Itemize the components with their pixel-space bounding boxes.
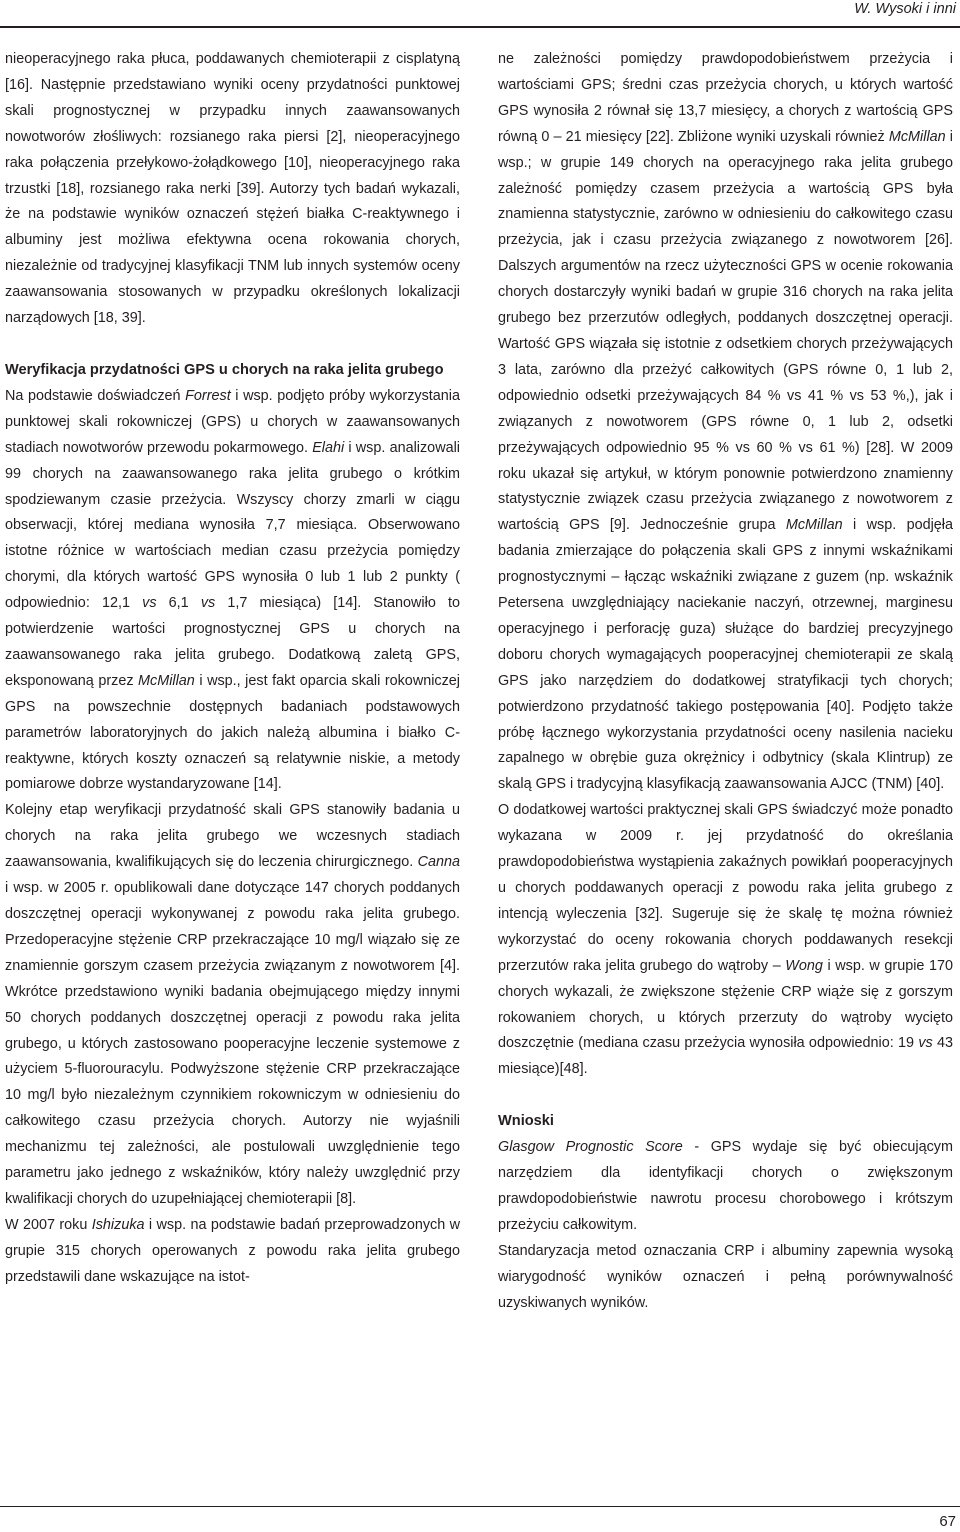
text-run: 43 miesiące)[48].: [498, 1035, 953, 1078]
term-italic: Glasgow Prognostic Score: [498, 1139, 683, 1156]
text-run: Kolejny etap weryfikacji przydatność skali GPS stanowiły badania u chorych na raka jelita grubego we wczesnych stadiach zaawansowania, kwalifikujących się do leczenia chirurgicznego.: [5, 802, 460, 871]
header-rule: [0, 26, 960, 28]
text-run: W 2007 roku: [5, 1216, 92, 1233]
text-run: Na podstawie doświadczeń: [5, 387, 186, 404]
text-run: - GPS wydaje się być obiecującym narzędziem dla identyfikacji chorych o zwiększonym prawdopodobieństwie nawrotu procesu chorobowego i krótszym przeżyciu całkowitym.: [498, 1139, 953, 1233]
text-run: i wsp. podjęto próby wykorzystania punktowej skali rokowniczej (GPS) u chorych w zaawansowanych stadiach nowotworów przewodu pokarmowego.: [5, 387, 460, 456]
text-run: i wsp. w grupie 170 chorych wykazali, że zwiększone stężenie CRP wiąże się z gorszym rokowaniem chorych, u których przerzuty do wątroby wycięto doszczętnie (mediana czasu przeżycia wynosiła odpowiednio: 19: [498, 957, 953, 1052]
paragraph-gps-conclusion: [498, 1135, 953, 1239]
paragraph-standardization: [498, 1239, 953, 1317]
paragraph-forrest: [5, 384, 460, 799]
paragraph-intro: [5, 47, 460, 332]
text-run: i wsp.; w grupie 149 chorych na operacyjnego raka jelita grubego zależność pomiędzy czasem przeżycia a wartością GPS była znamienna statystycznie, zarówno w odniesieniu do całkowitego czasu przeżycia, jak i czasu przeżycia związanego z nowotworem [26]. Dalszych argumentów na rzecz użyteczności GPS w ocenie rokowania chorych dostarczyły wyniki badań w grupie 316 chorych na raka jelita grubego bez przerzutów odległych, poddanych doszczętnej operacji. Wartość GPS wiązała się istotnie z odsetkiem chorych przeżywających 3 lata, zarówno dla przeżyć całkowitych (GPS równe 0, 1 lub 2, odpowiednio odsetki przeżywających 84 % vs 41 % vs 53 %,), jak i związanych z nowotworem (GPS równe 0, 1 lub 2, odsetki przeżywających odpowiednio 95 % vs 60 % vs 61 %) [28]. W 2009 roku ukazał się artykuł, w którym ponownie potwierdzono znamienny statystycznie związek czasu przeżycia związanego z nowotworem z wartością GPS [9]. Jednocześnie grupa: [498, 128, 953, 534]
author-name: Wong: [785, 957, 823, 974]
section-heading-gps-verification: Weryfikacja przydatności GPS u chorych na raka jelita grubego: [5, 361, 444, 378]
spacer: [498, 1083, 953, 1109]
paragraph-canna: [5, 798, 460, 1213]
author-name: McMillan: [785, 517, 843, 534]
text-run: i wsp., jest fakt oparcia skali rokowniczej GPS na powszechnie dostępnych badaniach podstawowych parametrów laboratoryjnych do jakich należą albumina i białko C-reaktywne, których koszty oznaczeń są relatywnie niskie, a metody pomiarowe dobrze wystandaryzowane [14].: [5, 672, 460, 793]
text-run: i wsp. na podstawie badań przeprowadzonych w grupie 315 chorych operowanych z powodu raka jelita grubego przedstawili dane wskazujące na istot-: [5, 1216, 460, 1285]
author-name: Forrest: [185, 387, 231, 404]
paragraph-continuation: [498, 47, 953, 798]
text-run: i wsp. analizowali 99 chorych na zaawansowanego raka jelita grubego o krótkim spodziewanym czasie przeżycia. Wszyscy chorzy zmarli w ciągu obserwacji, której mediana wynosiła 7,7 miesiąca. Obserwowano istotne różnice w wartościach median czasu przeżycia pomiędzy chorymi, dla których wartość GPS wynosiła 0 lub 1 lub 2 punkty ( odpowiednio: 12,1: [5, 439, 460, 612]
author-name: Elahi: [312, 439, 345, 456]
text-run: Standaryzacja metod oznaczania CRP i albuminy zapewnia wysoką wiarygodność wyników oznaczeń i pełną porównywalność uzyskiwanych wyników.: [498, 1242, 953, 1311]
text-run: O dodatkowej wartości praktycznej skali GPS świadczyć może ponadto wykazana w 2009 r. jej przydatność do określania prawdopodobieństwa wystąpienia zakaźnych powikłań pooperacyjnych u chorych poddawanych operacji z powodu raka jelita grubego z intencją wyleczenia [32]. Sugeruje się że skalę tę można również wykorzystać do oceny rokowania chorych poddawanych resekcji przerzutów raka jelita grubego do wątroby –: [498, 802, 953, 974]
left-column: [5, 47, 460, 1291]
vs-italic: vs: [142, 595, 157, 612]
author-name: Canna: [417, 854, 460, 871]
paragraph-text: nieoperacyjnego raka płuca, poddawanych chemioterapii z cisplatyną [16]. Następnie przedstawiano wyniki oceny przydatności punktowej skali prognostycznej w przypadku innych zaawansowanych nowotworów złośliwych: rozsianego raka piersi [2], nieoperacyjnego raka połączenia przełykowo-żołądkowego [10], nieoperacyjnego raka trzustki [18], rozsianego raka nerki [39]. Autorzy tych badań wykazali, że na podstawie wyników oznaczeń stężeń białka C-reaktywnego i albuminy jest możliwa efektywna ocena rokowania chorych, niezależnie od tradycyjnej klasyfikacji TNM lub innych systemów oceny zaawansowania stosowanych w przypadku określonych lokalizacji narządowych [18, 39].: [5, 51, 460, 327]
text-run: 6,1: [156, 595, 201, 612]
text-run: 1,7 miesiąca) [14]. Stanowiło to potwierdzenie wartości prognostycznej GPS u chorych na zaawansowanego raka jelita grubego. Dodatkową zaletą GPS, eksponowaną przez: [5, 595, 460, 689]
footer-rule: [0, 1506, 960, 1507]
text-run: i wsp. w 2005 r. opublikowali dane dotyczące 147 chorych poddanych doszczętnej operacji wykonywanej z powodu raka jelita grubego. Przedoperacyjne stężenie CRP przekraczające 10 mg/l wiązało się ze znamiennie gorszym czasem przeżycia związanym z nowotworem [4]. Wkrótce przedstawiono wyniki badania obejmującego między innymi 50 chorych poddanych doszczętnej operacji z powodu raka jelita grubego, u których zastosowano pooperacyjne leczenie systemowe z użyciem 5-fluorouracylu. Podwyższone stężenie CRP przekraczające 10 mg/l było niezależnym czynnikiem rokowniczym w odniesieniu do całkowitego czasu przeżycia chorych. Autorzy nie wyjaśnili mechanizmu tej zależności, ale postulowali uwzględnienie tego parametru jako jednego z wskaźników, który należy uwzględnić przy kwalifikacji chorych do uzupełniającej chemioterapii [8].: [5, 880, 460, 1207]
vs-italic: vs: [918, 1035, 933, 1052]
author-name: Ishizuka: [91, 1216, 145, 1233]
text-run: i wsp. podjęła badania zmierzające do połączenia skali GPS z innymi wskaźnikami prognostycznymi – łącząc wskaźniki związane z guzem (np. wskaźnik Petersena uwzględniający naciekanie naczyń, otrzewnej, marginesu operacyjnego i perforację guza) służące do bardziej precyzyjnego doboru chorych wymagających pooperacyjnej chemioterapii ze skalą GPS jako narzędziem do dodatkowej stratyfikacji tych chorych; potwierdzono przydatność takiego postępowania [40]. Podjęto także próbę łącznego wykorzystania przydatności oceny nasilenia nacieku zapalnego w obrębie guza okrężnicy i odbytnicy (skala Klintrup) ze skalą GPS i tradycyjną klasyfikacją zaawansowania AJCC (TNM) [40].: [498, 517, 953, 793]
page-number: 67: [939, 1513, 956, 1530]
vs-italic: vs: [200, 595, 216, 612]
paragraph-ishizuka: [5, 1213, 460, 1291]
author-name: McMillan: [888, 128, 946, 145]
paragraph-wong: [498, 798, 953, 1083]
running-header-author: W. Wysoki i inni: [854, 1, 956, 17]
spacer: [5, 332, 460, 358]
section-heading-conclusions: Wnioski: [498, 1113, 554, 1130]
right-column: [498, 47, 953, 1317]
author-name: McMillan: [138, 672, 195, 689]
text-run: ne zależności pomiędzy prawdopodobieństwem przeżycia i wartościami GPS; średni czas przeżycia chorych, u których wartość GPS wynosiła 2 równał się 13,7 miesięcy, a chorych z wartością GPS równą 0 – 21 miesięcy [22]. Zbliżone wyniki uzyskali również: [498, 51, 953, 145]
